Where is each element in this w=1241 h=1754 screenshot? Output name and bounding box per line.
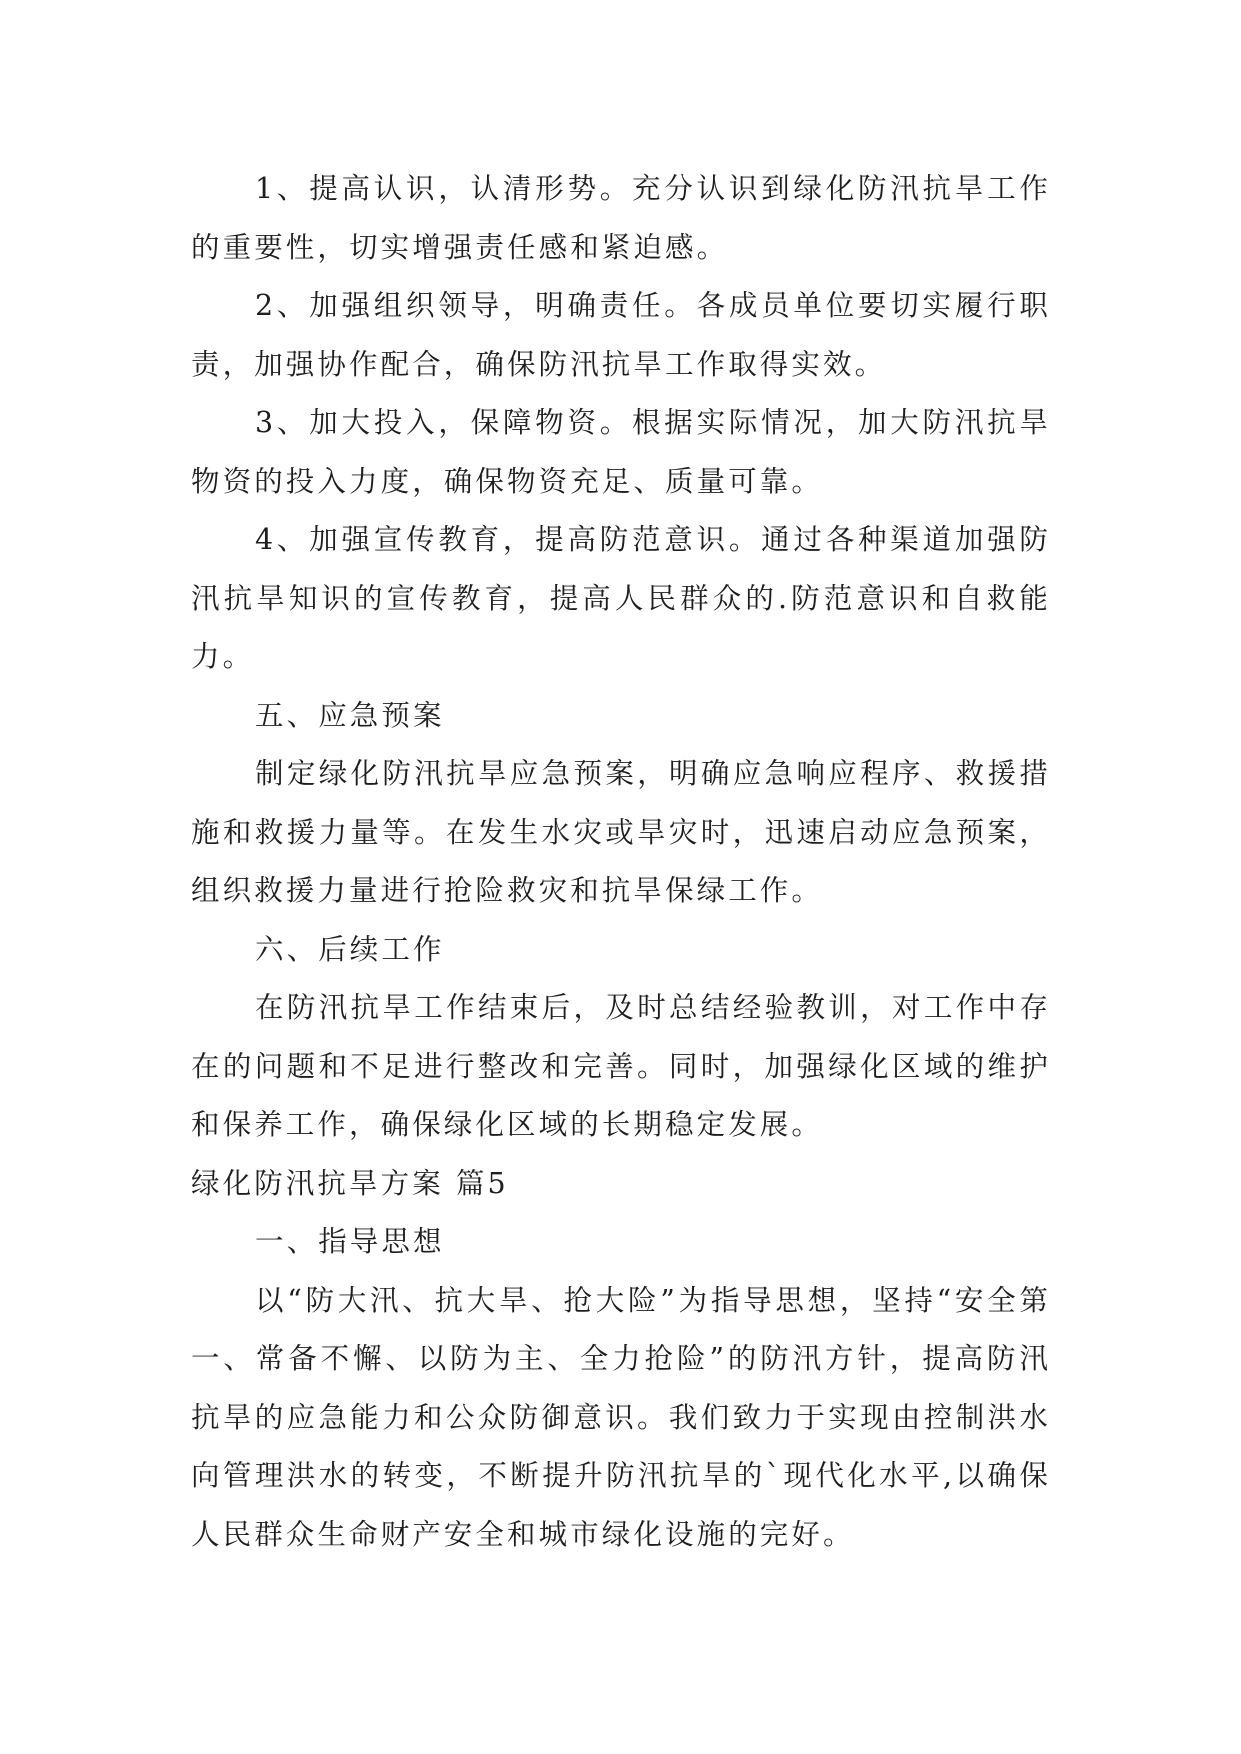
paragraph-emergency-plan: 制定绿化防汛抗旱应急预案，明确应急响应程序、救援措施和救援力量等。在发生水灾或旱灾时，迅速启动应急预案，组织救援力量进行抢险救灾和抗旱保绿工作。 [191, 757, 1051, 907]
section-heading-emergency-plan: 五、应急预案 [255, 698, 445, 732]
paragraph-follow-up: 在防汛抗旱工作结束后，及时总结经验教训，对工作中存在的问题和不足进行整改和完善。同时，加强绿化区域的维护和保养工作，确保绿化区域的长期稳定发展。 [191, 991, 1051, 1141]
paragraph-item-1: 1、提高认识，认清形势。充分认识到绿化防汛抗旱工作的重要性，切实增强责任感和紧迫感。 [191, 172, 1051, 264]
paragraph-item-4: 4、加强宣传教育，提高防范意识。通过各种渠道加强防汛抗旱知识的宣传教育，提高人民群众的.防范意识和自救能力。 [191, 523, 1051, 673]
article-title: 绿化防汛抗旱方案 篇5 [191, 1166, 509, 1200]
paragraph-guiding-thought: 以“防大汛、抗大旱、抢大险”为指导思想，坚持“安全第一、常备不懈、以防为主、全力抢险”的防汛方针，提高防汛抗旱的应急能力和公众防御意识。我们致力于实现由控制洪水向管理洪水的转变，不断提升防汛抗旱的`现代化水平,以确保人民群众生命财产安全和城市绿化设施的完好。 [191, 1283, 1051, 1551]
section-heading-guiding-thought: 一、指导思想 [255, 1225, 445, 1258]
section-heading-follow-up: 六、后续工作 [255, 932, 445, 966]
document-body [191, 160, 1051, 1564]
paragraph-item-3: 3、加大投入，保障物资。根据实际情况，加大防汛抗旱物资的投入力度，确保物资充足、质量可靠。 [191, 406, 1051, 498]
paragraph-item-2: 2、加强组织领导，明确责任。各成员单位要切实履行职责，加强协作配合，确保防汛抗旱工作取得实效。 [191, 289, 1051, 381]
